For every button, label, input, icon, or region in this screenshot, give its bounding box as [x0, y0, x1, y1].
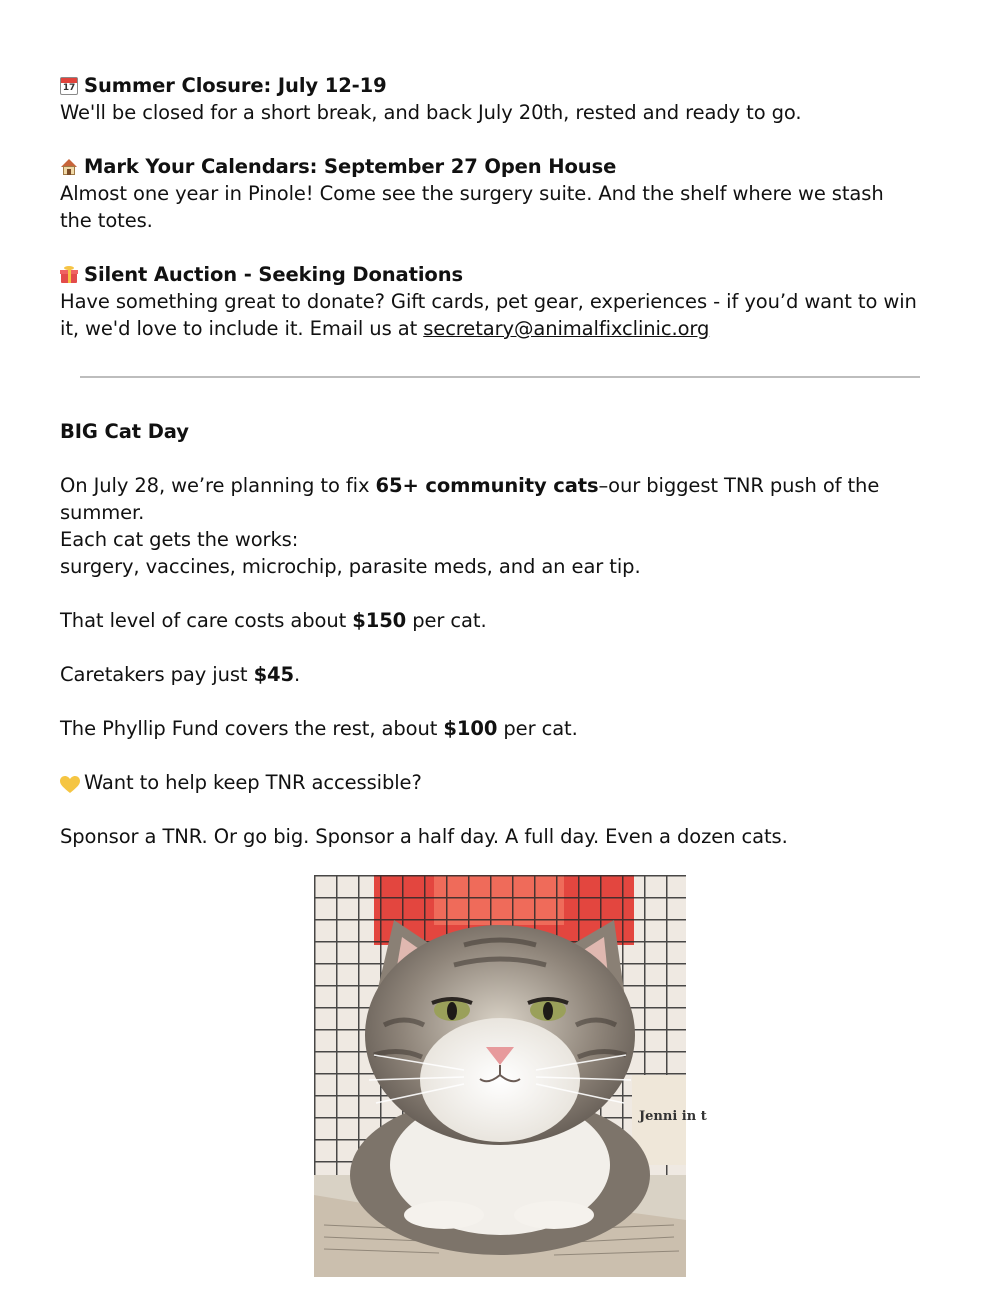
gift-icon: [60, 266, 78, 284]
works-paragraph: [60, 526, 641, 580]
house-icon: [60, 158, 78, 176]
announcement-body-text: Have something great to donate? Gift cards, pet gear, experiences - if you’d want to win it, we'd love to include it. Email us at: [60, 290, 917, 340]
announcement-title: Mark Your Calendars: September 27 Open House: [84, 155, 617, 178]
calendar-icon: [60, 77, 78, 95]
works-line: Each cat gets the works:: [60, 528, 299, 551]
sponsor-paragraph: Sponsor a TNR. Or go big. Sponsor a half day. A full day. Even a dozen cats.: [60, 825, 788, 848]
caretakers-text: Caretakers pay just: [60, 663, 254, 686]
fund-text: The Phyllip Fund covers the rest, about: [60, 717, 444, 740]
newspaper-text: Jenni in t: [639, 1109, 707, 1124]
cost-text-end: per cat.: [406, 609, 487, 632]
fund-amount: $100: [443, 717, 498, 740]
announcement-title: Summer Closure: July 12-19: [84, 74, 387, 97]
cost-paragraph: [60, 607, 487, 634]
section-divider: [80, 376, 920, 378]
intro-text-end: –our biggest TNR push of the summer.: [60, 474, 880, 524]
fund-text-end: per cat.: [497, 717, 578, 740]
intro-text: On July 28, we’re planning to fix: [60, 474, 376, 497]
announcement-silent-auction: [60, 261, 940, 342]
help-paragraph: [60, 769, 422, 796]
section-heading: BIG Cat Day: [60, 420, 189, 443]
cost-text: That level of care costs about: [60, 609, 353, 632]
works-list: surgery, vaccines, microchip, parasite meds, and an ear tip.: [60, 555, 641, 578]
caretakers-text-end: .: [293, 663, 301, 686]
help-text: Want to help keep TNR accessible?: [84, 771, 422, 794]
fund-paragraph: [60, 715, 578, 742]
announcement-title: Silent Auction - Seeking Donations: [84, 263, 464, 286]
announcement-open-house: [60, 153, 940, 234]
announcement-summer-closure: [60, 72, 802, 126]
caretakers-paragraph: [60, 661, 300, 688]
announcement-body: We'll be closed for a short break, and back July 20th, rested and ready to go.: [60, 101, 802, 124]
caretakers-amount: $45: [253, 663, 294, 686]
intro-paragraph: [60, 472, 940, 526]
intro-highlight: 65+ community cats: [375, 474, 599, 497]
cost-amount: $150: [352, 609, 407, 632]
announcement-body: Almost one year in Pinole! Come see the surgery suite. And the shelf where we stash the totes.: [60, 182, 884, 232]
email-link[interactable]: secretary@animalfixclinic.org: [423, 317, 710, 340]
heart-icon: [60, 774, 78, 792]
announcement-body: [60, 288, 920, 342]
cat-photo: [314, 875, 707, 1277]
